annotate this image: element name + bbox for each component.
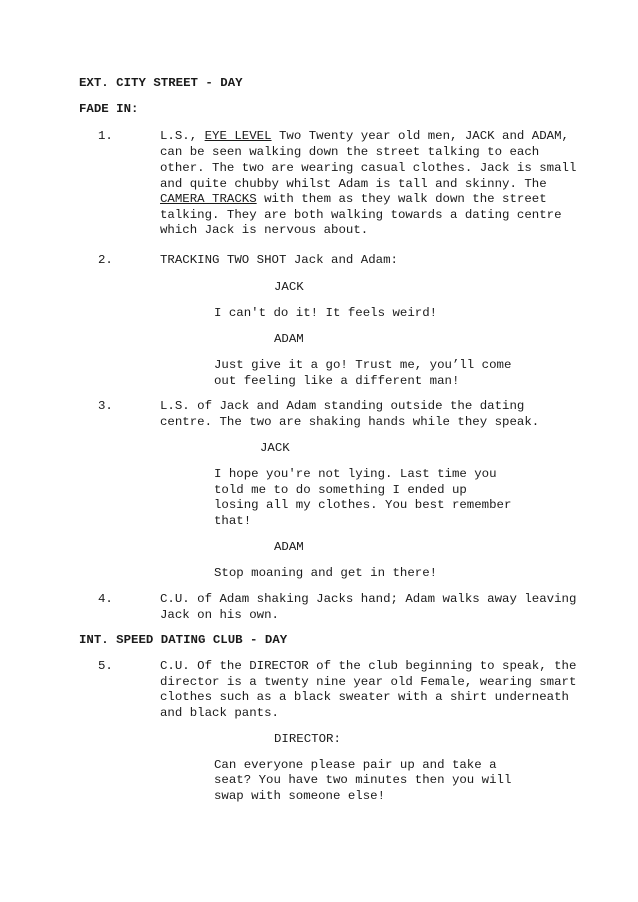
text: Two Twenty year old men, JACK and ADAM, [271, 129, 569, 143]
camera-term: EYE LEVEL [204, 129, 272, 143]
dialogue-line: out feeling like a different man! [214, 374, 460, 388]
shot-number: 4. [98, 592, 113, 606]
shot-description-line: director is a twenty nine year old Female, wearing smart [160, 675, 577, 689]
shot-description-line: clothes such as a black sweater with a shirt underneath [160, 690, 569, 704]
character-name: ADAM [274, 540, 304, 554]
dialogue-line: that! [214, 514, 252, 528]
dialogue-line: Stop moaning and get in there! [214, 566, 438, 580]
dialogue-line: seat? You have two minutes then you will [214, 773, 512, 787]
dialogue-line: losing all my clothes. You best remember [214, 498, 512, 512]
shot-description-line: and quite chubby whilst Adam is tall and skinny. The [160, 177, 547, 191]
camera-term: CAMERA TRACKS [160, 192, 257, 206]
shot-description-line [160, 128, 569, 145]
transition: FADE IN: [79, 102, 139, 116]
shot-description-line: Jack on his own. [160, 608, 279, 622]
shot-description-line: TRACKING TWO SHOT Jack and Adam: [160, 253, 398, 267]
shot-description-line: C.U. Of the DIRECTOR of the club beginning to speak, the [160, 659, 577, 673]
dialogue-line: swap with someone else! [214, 789, 386, 803]
shot-description-line: which Jack is nervous about. [160, 223, 369, 237]
shot-description-line: C.U. of Adam shaking Jacks hand; Adam walks away leaving [160, 592, 577, 606]
dialogue-line: I can't do it! It feels weird! [214, 306, 438, 320]
shot-description-line: L.S. of Jack and Adam standing outside the dating [160, 399, 525, 413]
character-name: DIRECTOR: [274, 732, 341, 746]
shot-description-line: talking. They are both walking towards a dating centre [160, 208, 562, 222]
dialogue-line: Just give it a go! Trust me, you’ll come [214, 358, 512, 372]
shot-description-line: other. The two are wearing casual clothes. Jack is small [160, 161, 577, 175]
shot-description-line: and black pants. [160, 706, 279, 720]
shot-number: 3. [98, 399, 113, 413]
shot-number: 1. [98, 129, 113, 143]
character-name: JACK [260, 441, 290, 455]
shot-description-line: centre. The two are shaking hands while they speak. [160, 415, 540, 429]
dialogue-line: Can everyone please pair up and take a [214, 758, 497, 772]
dialogue-line: I hope you're not lying. Last time you [214, 467, 497, 481]
shot-number: 2. [98, 253, 113, 267]
text: L.S., [160, 129, 205, 143]
dialogue-line: told me to do something I ended up [214, 483, 467, 497]
scene-heading: EXT. CITY STREET - DAY [79, 76, 243, 90]
character-name: JACK [274, 280, 304, 294]
scene-heading: INT. SPEED DATING CLUB - DAY [79, 633, 288, 647]
shot-description-line [160, 191, 547, 208]
shot-description-line: can be seen walking down the street talking to each [160, 145, 540, 159]
character-name: ADAM [274, 332, 304, 346]
text: with them as they walk down the street [256, 192, 547, 206]
shot-number: 5. [98, 659, 113, 673]
